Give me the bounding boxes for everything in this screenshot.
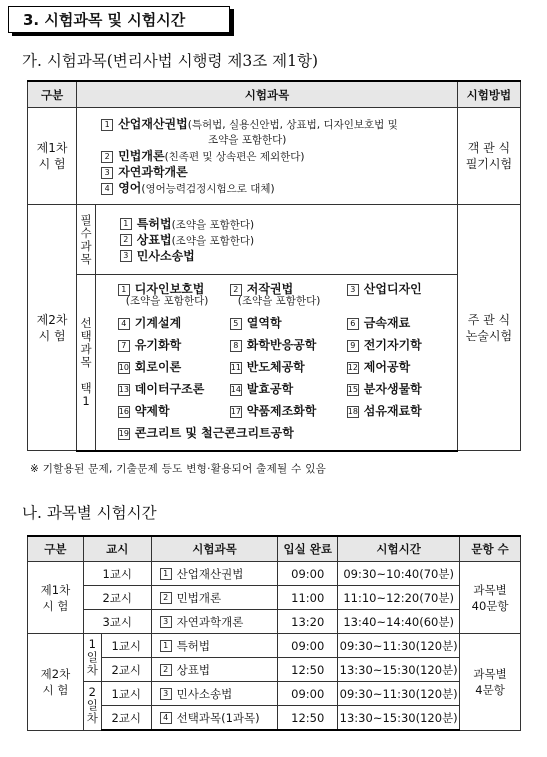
list-item: 6 금속재료	[347, 313, 457, 333]
list-item: 10 회로이론	[118, 360, 182, 375]
section-title: 3. 시험과목 및 시험시간	[8, 6, 230, 33]
header-time: 시험시간	[338, 536, 460, 562]
subheading-subjects: 가. 시험과목(변리사법 시행령 제3조 제1항)	[22, 52, 319, 70]
first-exam-label: 제1차 시 험	[28, 108, 77, 205]
header-category: 구분	[28, 536, 84, 562]
list-item: 2 상표법(조약을 포함한다)	[120, 232, 457, 248]
table-row: 2교시 2 민법개론 11:00 11:10~12:20(70분)	[28, 586, 521, 610]
table-row: 2교시 4 선택과목(1과목) 12:50 13:30~15:30(120분)	[28, 706, 521, 731]
table-row	[28, 205, 521, 275]
header-category: 구분	[28, 81, 77, 108]
list-item: 4 기계설계	[118, 313, 230, 333]
header-subject: 시험과목	[151, 536, 278, 562]
list-item: 18 섬유재료학	[347, 404, 422, 419]
header-count: 문항 수	[460, 536, 521, 562]
table-header-row	[28, 81, 521, 108]
list-item: 5 열역학	[230, 313, 347, 333]
subheading-times: 나. 과목별 시험시간	[22, 504, 157, 522]
day-2-label: 2 일 차	[83, 682, 101, 731]
second-exam-label: 제2차 시 험	[28, 634, 84, 731]
day-1-label: 1 일 차	[83, 634, 101, 682]
first-exam-subjects: 1 산업재산권법(특허법, 실용신안법, 상표법, 디자인보호법 및 조약을 포함한다) 2 민법개론(친족편 및 상속편은 제외한다) 3 자연과학개론 4 영어(영어능력검정시험으로 대체)	[77, 108, 458, 205]
header-checkin: 입실 완료	[278, 536, 338, 562]
list-item: 2 민법개론(친족편 및 상속편은 제외한다)	[101, 148, 457, 164]
list-item: 13 데이터구조론	[118, 382, 205, 397]
second-exam-method: 주 관 식 논술시험	[457, 205, 520, 451]
required-subjects	[95, 205, 457, 275]
list-item: 3 산업디자인	[347, 279, 457, 311]
elective-subjects-label: 선 택 과 목 택 1	[77, 275, 96, 451]
list-item: 1 특허법(조약을 포함한다)	[120, 216, 457, 232]
second-exam-label: 제2차 시 험	[28, 205, 77, 451]
list-item: 9 전기자기학	[347, 335, 457, 355]
footnote: ※ 기할용된 문제, 기출문제 등도 변형·활용되어 출제될 수 있음	[30, 463, 327, 475]
schedule-table	[27, 535, 521, 731]
list-item: 15 분자생물학	[347, 382, 422, 397]
table-row: 제2차 시 험 1 일 차 1교시 1 특허법 09:00 09:30~11:30(120분) 과목별 4문항	[28, 634, 521, 658]
list-item: 17 약품제조화학	[230, 404, 317, 419]
list-item: 3 민사소송법	[120, 248, 457, 264]
header-subjects: 시험과목	[77, 81, 458, 108]
elective-subjects	[95, 275, 457, 451]
table-row: 2교시 2 상표법 12:50 13:30~15:30(120분)	[28, 658, 521, 682]
list-item: 16 약제학	[118, 404, 170, 419]
list-item: 1 산업재산권법(특허법, 실용신안법, 상표법, 디자인보호법 및	[101, 116, 457, 132]
table-row: 제1차 시 험 1교시 1 산업재산권법 09:00 09:30~10:40(70분) 과목별 40문항	[28, 562, 521, 586]
list-item: 12 제어공학	[347, 360, 411, 375]
list-item: 14 발효공학	[230, 382, 294, 397]
list-item: 11 반도체공학	[230, 360, 305, 375]
first-exam-label: 제1차 시 험	[28, 562, 84, 634]
header-method: 시험방법	[457, 81, 520, 108]
subjects-table	[27, 80, 521, 452]
list-item: 2 저작권법 (조약을 포함한다)	[230, 279, 347, 311]
table-row: 3교시 3 자연과학개론 13:20 13:40~14:40(60분)	[28, 610, 521, 634]
table-header-row	[28, 536, 521, 562]
table-row	[28, 108, 521, 205]
header-period: 교시	[83, 536, 151, 562]
list-item: 7 유기화학	[118, 335, 230, 355]
table-row	[28, 275, 521, 451]
list-item: 4 영어(영어능력검정시험으로 대체)	[101, 180, 457, 196]
first-exam-method: 객 관 식 필기시험	[457, 108, 520, 205]
table-row: 2 일 차 1교시 3 민사소송법 09:00 09:30~11:30(120분)	[28, 682, 521, 706]
list-item: 1 디자인보호법 (조약을 포함한다)	[118, 279, 230, 311]
list-item: 19 콘크리트 및 철근콘크리트공학	[118, 426, 294, 441]
list-item: 8 화학반응공학	[230, 335, 347, 355]
first-exam-count: 과목별 40문항	[460, 562, 521, 634]
second-exam-count: 과목별 4문항	[460, 634, 521, 731]
required-subjects-label: 필 수 과 목	[77, 205, 96, 275]
list-item: 3 자연과학개론	[101, 164, 457, 180]
